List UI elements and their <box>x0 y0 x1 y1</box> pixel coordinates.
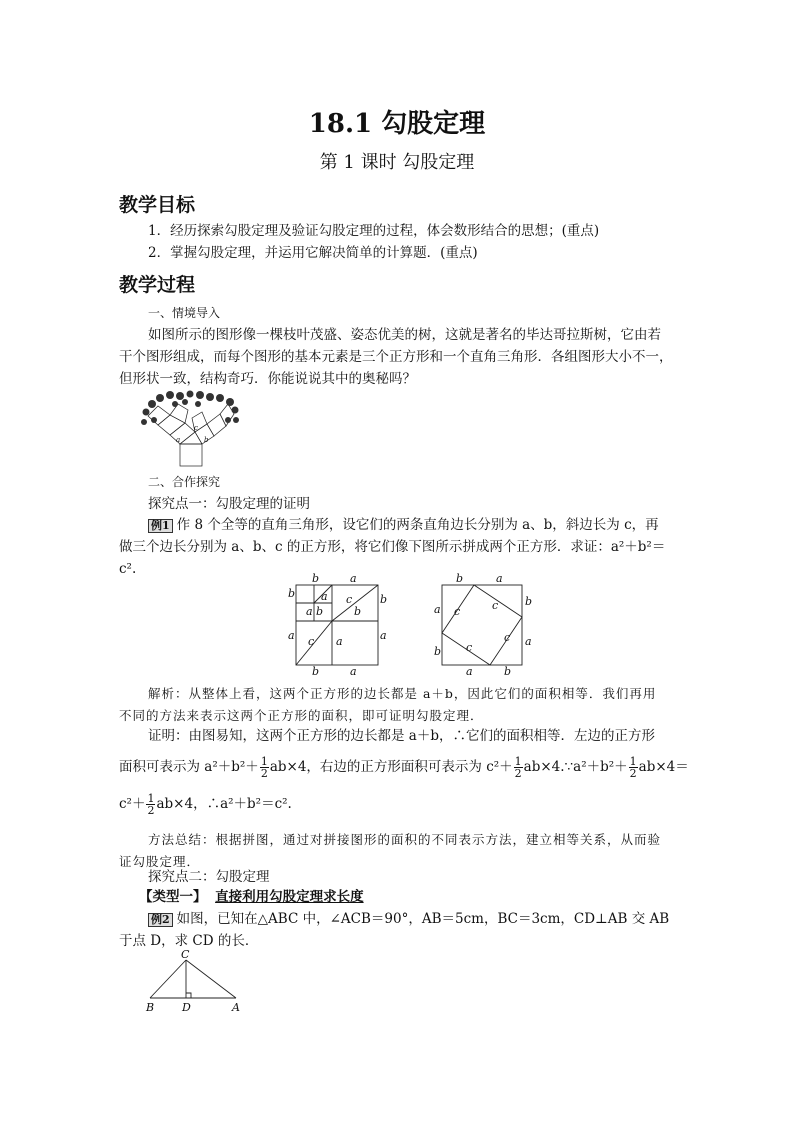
ex2-line-1: 例2 如图，已知在△ABC 中，∠ACB＝90°，AB＝5cm，BC＝3cm，CD⊥AB 交 AB <box>148 908 669 930</box>
svg-text:a: a <box>525 635 532 648</box>
analysis-line-2: 不同的方法来表示这两个正方形的面积，即可证明勾股定理． <box>119 708 484 723</box>
goal-item-1: 1．经历探索勾股定理及验证勾股定理的过程，体会数形结合的思想；(重点) <box>148 223 600 239</box>
intro-line-1: 如图所示的图形像一棵枝叶茂盛、姿态优美的树，这就是著名的毕达哥拉斯树，它由若 <box>148 327 661 343</box>
page-title: 18.1 勾股定理 <box>308 109 486 139</box>
svg-text:b: b <box>312 665 320 678</box>
proof-line-3: c²＋ $\frac{1}{2}$ ab×4，∴a²＋b²＝c². <box>119 792 292 817</box>
svg-text:b: b <box>312 573 320 585</box>
vertex-a-label: A <box>232 1001 240 1014</box>
point1-title: 探究点一：勾股定理的证明 <box>148 496 310 512</box>
svg-text:a: a <box>380 629 387 642</box>
page-subtitle: 第 1 课时 勾股定理 <box>319 152 475 173</box>
svg-text:b: b <box>380 593 388 606</box>
svg-text:a: a <box>466 665 473 678</box>
svg-text:a: a <box>434 603 441 616</box>
method-line-2: 证勾股定理． <box>119 854 201 869</box>
svg-text:b: b <box>354 605 362 618</box>
svg-text:a: a <box>496 573 503 585</box>
svg-text:c: c <box>454 605 461 618</box>
proof-line-1: 证明：由图易知，这两个正方形的边长都是 a＋b，∴它们的面积相等．左边的正方形 <box>148 728 655 744</box>
ex2-line-2: 于点 D，求 CD 的长． <box>119 933 259 949</box>
triangle-figure <box>140 948 250 1016</box>
proof-line-2: 面积可表示为 a²＋b²＋ $\frac{1}{2}$ ab×4，右边的正方形面积可表示为 c²＋ $\frac{1}{2}$ ab×4.∵a²＋b²＋ $\frac{1}{2}$ ab×4＝ <box>119 755 689 780</box>
svg-text:a: a <box>350 665 357 678</box>
svg-text:a: a <box>306 605 313 618</box>
intro-line-2: 干个图形组成，而每个图形的基本元素是三个正方形和一个直角三角形．各组图形大小不一， <box>119 349 673 365</box>
process-heading: 教学过程 <box>119 274 196 296</box>
svg-text:a: a <box>288 629 295 642</box>
pythagoras-tree-figure <box>140 390 240 470</box>
example-1-tag: 例1 <box>148 519 173 533</box>
method-line-1: 方法总结：根据拼图，通过对拼接图形的面积的不同表示方法，建立相等关系，从而验 <box>148 832 662 847</box>
tree-label-b: b <box>204 436 209 444</box>
ex1-line-2: 做三个边长分别为 a、b、c 的正方形，将它们像下图所示拼成两个正方形．求证：a²＋b²＝ <box>119 539 666 555</box>
svg-text:a: a <box>336 635 343 648</box>
goal-item-2: 2．掌握勾股定理，并运用它解决简单的计算题．(重点) <box>148 245 478 261</box>
goals-heading: 教学目标 <box>119 194 196 216</box>
example-2-tag: 例2 <box>148 913 173 927</box>
ex1-line-3: c². <box>119 561 137 577</box>
svg-text:c: c <box>346 593 353 606</box>
svg-text:b: b <box>316 605 324 618</box>
svg-text:c: c <box>492 599 499 612</box>
vertex-c-label: C <box>181 948 190 961</box>
svg-text:a: a <box>350 573 357 585</box>
svg-text:c: c <box>466 641 473 654</box>
tree-label-a: a <box>176 436 181 444</box>
svg-text:a: a <box>321 590 328 603</box>
tree-label-c: c <box>194 424 198 432</box>
svg-text:b: b <box>288 587 296 600</box>
point-d-label: D <box>182 1001 191 1014</box>
intro-title: 一、情境导入 <box>148 306 221 320</box>
intro-line-3: 但形状一致，结构奇巧．你能说说其中的奥秘吗？ <box>119 371 416 387</box>
type1-heading: 【类型一】 直接利用勾股定理求长度 <box>139 889 364 905</box>
ex1-line-1: 例1 作 8 个全等的直角三角形，设它们的两条直角边长分别为 a、b，斜边长为 c，再 <box>148 514 659 536</box>
svg-text:b: b <box>504 665 512 678</box>
svg-text:c: c <box>504 631 511 644</box>
svg-text:b: b <box>525 595 533 608</box>
vertex-b-label: B <box>146 1001 155 1014</box>
point2-title: 探究点二：勾股定理 <box>148 869 270 885</box>
svg-text:b: b <box>456 573 464 585</box>
explore-title: 二、合作探究 <box>148 475 221 489</box>
analysis-line-1: 解析：从整体上看，这两个正方形的边长都是 a＋b，因此它们的面积相等．我们再用 <box>148 686 657 701</box>
svg-text:b: b <box>434 645 442 658</box>
proof-figure-right <box>430 573 540 678</box>
svg-text:c: c <box>308 635 315 648</box>
proof-figure-left <box>284 573 394 678</box>
